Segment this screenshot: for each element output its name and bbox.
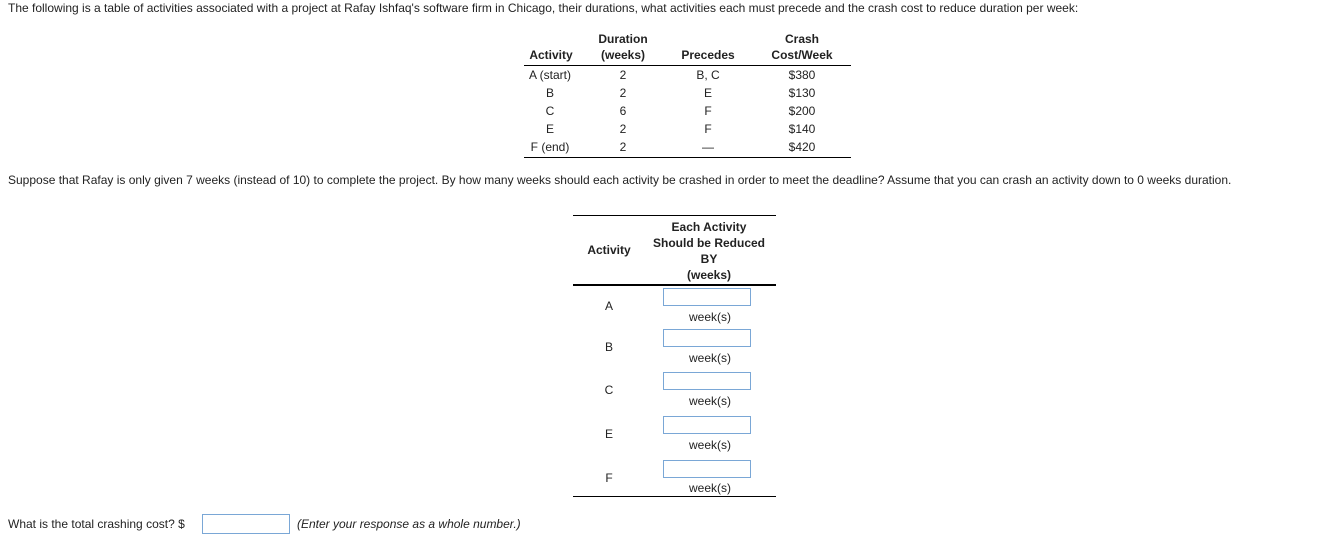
reduce-input-b[interactable] bbox=[663, 329, 751, 347]
answer-row-activity: F bbox=[605, 471, 613, 485]
header-duration-line1: Duration bbox=[598, 32, 648, 46]
whole-number-hint: (Enter your response as a whole number.) bbox=[297, 517, 521, 531]
row-precedes: B, C bbox=[696, 68, 720, 82]
answer-row-activity: B bbox=[604, 340, 613, 354]
total-cost-input[interactable] bbox=[202, 514, 290, 534]
top-rule bbox=[573, 215, 776, 216]
header-duration bbox=[590, 31, 656, 63]
intro-text: The following is a table of activities associated with a project at Rafay Ishfaq's software firm in Chicago, their durations, what activities each must precede and the crash cost to reduce duration per week: bbox=[8, 1, 1079, 15]
unit-label: week(s) bbox=[688, 438, 731, 452]
unit-label: week(s) bbox=[688, 351, 731, 365]
row-activity: B bbox=[545, 86, 554, 100]
row-crash-cost: $140 bbox=[788, 122, 816, 136]
reduce-input-c[interactable] bbox=[663, 372, 751, 390]
bottom-rule bbox=[524, 157, 851, 158]
row-duration: 2 bbox=[619, 68, 627, 82]
row-crash-cost: $200 bbox=[788, 104, 816, 118]
reduce-input-f[interactable] bbox=[663, 460, 751, 478]
row-activity: C bbox=[545, 104, 555, 118]
header-activity: Activity bbox=[587, 243, 631, 257]
header-rule bbox=[573, 284, 776, 286]
row-crash-cost: $130 bbox=[788, 86, 816, 100]
header-activity: Activity bbox=[529, 48, 573, 62]
activity-table bbox=[524, 31, 851, 159]
row-precedes: F bbox=[704, 122, 712, 136]
unit-label: week(s) bbox=[688, 310, 731, 324]
reduce-input-a[interactable] bbox=[663, 288, 751, 306]
row-activity: A (start) bbox=[528, 68, 571, 82]
answer-row-activity: A bbox=[604, 299, 613, 313]
row-activity: E bbox=[545, 122, 554, 136]
reduce-input-e[interactable] bbox=[663, 416, 751, 434]
row-activity: F (end) bbox=[530, 140, 570, 154]
question-text: Suppose that Rafay is only given 7 weeks (instead of 10) to complete the project. By how many weeks should each activity be crashed in order to meet the deadline? Assume that you can crash an activity down to 0 weeks duration. bbox=[8, 173, 1232, 187]
answer-row-activity: C bbox=[604, 383, 614, 397]
answer-row-activity: E bbox=[604, 427, 613, 441]
header-crash-line1: Crash bbox=[784, 32, 819, 46]
header-reduce-line1: Each Activity bbox=[671, 220, 747, 234]
header-crash-line2: Cost/Week bbox=[771, 48, 833, 62]
row-precedes: E bbox=[703, 86, 712, 100]
total-cost-label: What is the total crashing cost? $ bbox=[8, 517, 185, 531]
answer-table bbox=[573, 215, 776, 498]
header-duration-line2: (weeks) bbox=[600, 48, 646, 62]
unit-label: week(s) bbox=[688, 394, 731, 408]
row-precedes: F bbox=[704, 104, 712, 118]
row-duration: 2 bbox=[619, 86, 627, 100]
header-reduce-line4: (weeks) bbox=[686, 268, 732, 282]
unit-label: week(s) bbox=[688, 481, 731, 495]
row-duration: 6 bbox=[619, 104, 627, 118]
row-crash-cost: $380 bbox=[788, 68, 816, 82]
header-reduce-line3: BY bbox=[700, 252, 718, 266]
header-crash-cost bbox=[762, 31, 842, 63]
header-reduce-by bbox=[645, 219, 773, 283]
row-duration: 2 bbox=[619, 140, 627, 154]
row-duration: 2 bbox=[619, 122, 627, 136]
row-precedes: — bbox=[702, 140, 714, 154]
header-precedes: Precedes bbox=[681, 48, 735, 62]
bottom-rule bbox=[573, 496, 776, 497]
row-crash-cost: $420 bbox=[788, 140, 816, 154]
header-reduce-line2: Should be Reduced bbox=[652, 236, 765, 250]
